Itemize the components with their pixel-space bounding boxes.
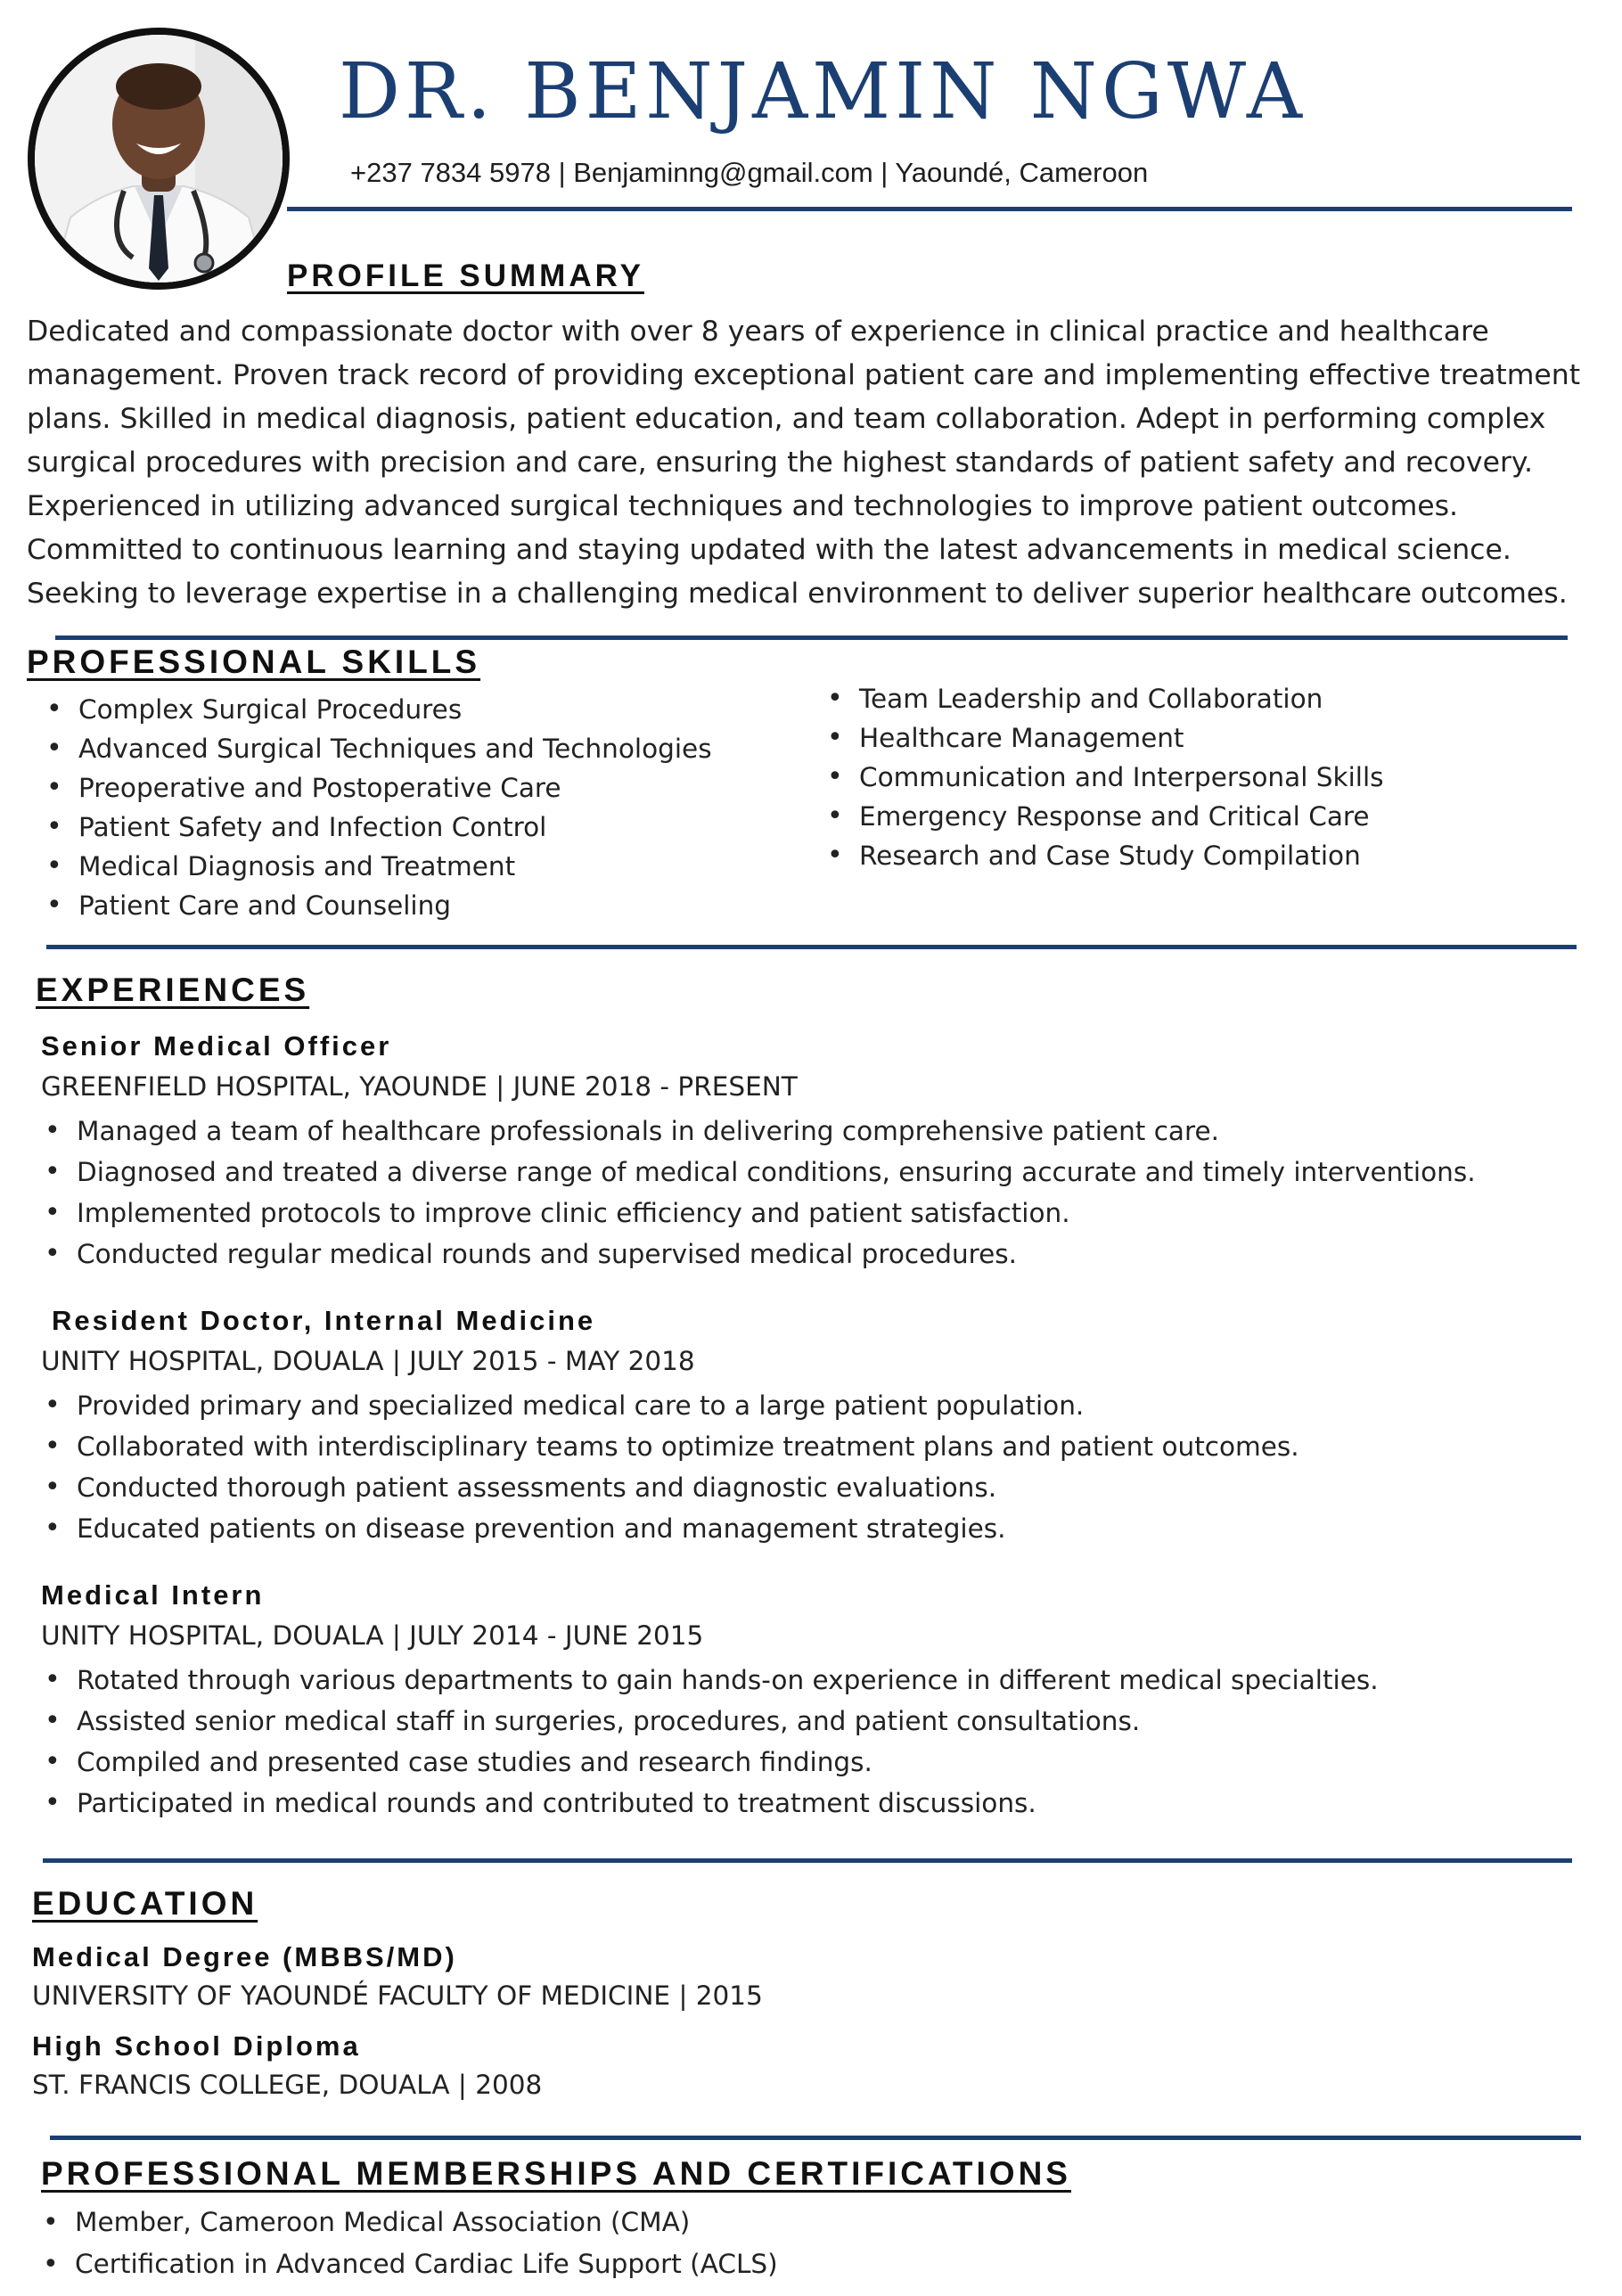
header-divider [287, 207, 1572, 211]
job-bullet: • Conducted regular medical rounds and supervised medical procedures. [25, 1234, 1476, 1275]
skill-item: • Complex Surgical Procedures [27, 690, 712, 729]
candidate-name: DR. BENJAMIN NGWA [339, 47, 1307, 136]
memberships-heading: PROFESSIONAL MEMBERSHIPS AND CERTIFICATIONS [41, 2155, 1071, 2192]
skill-item: • Research and Case Study Compilation [807, 836, 1384, 875]
job-bullet: • Managed a team of healthcare professionals in delivering comprehensive patient care. [25, 1111, 1476, 1152]
membership-item: • Member, Cameroon Medical Association (CMA) [23, 2202, 778, 2243]
skills-divider [46, 945, 1577, 949]
job-title: Resident Doctor, Internal Medicine [52, 1305, 596, 1336]
job-meta: UNITY HOSPITAL, DOUALA | JULY 2015 - MAY 2018 [41, 1346, 695, 1376]
job-meta: UNITY HOSPITAL, DOUALA | JULY 2014 - JUNE 2015 [41, 1620, 704, 1651]
job-bullets [25, 1660, 1379, 1824]
degree-school: UNIVERSITY OF YAOUNDÉ FACULTY OF MEDICINE | 2015 [32, 1980, 763, 2011]
job-bullet: • Compiled and presented case studies and research findings. [25, 1742, 1379, 1783]
job-bullets [25, 1385, 1299, 1549]
skill-item: • Communication and Interpersonal Skills [807, 758, 1384, 797]
profile-summary-heading: PROFILE SUMMARY [287, 258, 644, 293]
degree-title: Medical Degree (MBBS/MD) [32, 1941, 457, 1972]
job-bullet: • Collaborated with interdisciplinary teams to optimize treatment plans and patient outcomes. [25, 1426, 1299, 1467]
job-title: Medical Intern [41, 1579, 265, 1611]
education-divider [50, 2136, 1581, 2140]
education-heading: EDUCATION [32, 1885, 258, 1922]
skill-item: • Healthcare Management [807, 718, 1384, 758]
job-bullet: • Diagnosed and treated a diverse range of medical conditions, ensuring accurate and timely interventions. [25, 1152, 1476, 1193]
membership-item: • Certification in Advanced Cardiac Life Support (ACLS) [23, 2243, 778, 2285]
experiences-heading: EXPERIENCES [36, 972, 310, 1008]
skill-item: • Patient Care and Counseling [27, 886, 712, 925]
job-bullets [25, 1111, 1476, 1275]
profile-summary-text: Dedicated and compassionate doctor with over 8 years of experience in clinical practice and healthcare management. Proven track record of providing exceptional patient care and implementing effective treatment plans. Skilled in medical diagnosis, patient education, and team collaboration. Adept in performing complex surgical procedures with precision and care, ensuring the highest standards of patient safety and recovery. Experienced in utilizing advanced surgical techniques and technologies to improve patient outcomes. Committed to continuous learning and staying updated with the latest advancements in medical science. Seeking to leverage expertise in a challenging medical environment to deliver superior healthcare outcomes. [27, 316, 1581, 610]
skill-item: • Preoperative and Postoperative Care [27, 768, 712, 808]
profile-photo [28, 28, 290, 290]
job-title: Senior Medical Officer [41, 1030, 392, 1062]
job-meta: GREENFIELD HOSPITAL, YAOUNDE | JUNE 2018 - PRESENT [41, 1071, 798, 1102]
experiences-divider [43, 1858, 1572, 1863]
skills-list-left [27, 690, 712, 925]
skill-item: • Patient Safety and Infection Control [27, 808, 712, 847]
skill-item: • Advanced Surgical Techniques and Technologies [27, 729, 712, 768]
doctor-portrait-icon [35, 35, 283, 283]
skill-item: • Emergency Response and Critical Care [807, 797, 1384, 836]
job-bullet: • Participated in medical rounds and contributed to treatment discussions. [25, 1783, 1379, 1824]
skill-item: • Team Leadership and Collaboration [807, 679, 1384, 718]
job-bullet: • Assisted senior medical staff in surgeries, procedures, and patient consultations. [25, 1701, 1379, 1742]
job-bullet: • Conducted thorough patient assessments and diagnostic evaluations. [25, 1467, 1299, 1508]
memberships-list [23, 2202, 778, 2285]
summary-divider [55, 636, 1568, 640]
skills-heading: PROFESSIONAL SKILLS [27, 644, 481, 680]
job-bullet: • Rotated through various departments to gain hands-on experience in different medical specialties. [25, 1660, 1379, 1701]
skill-item: • Medical Diagnosis and Treatment [27, 847, 712, 886]
job-bullet: • Educated patients on disease prevention and management strategies. [25, 1508, 1299, 1549]
degree-title: High School Diploma [32, 2030, 361, 2062]
degree-school: ST. FRANCIS COLLEGE, DOUALA | 2008 [32, 2070, 543, 2100]
job-bullet: • Provided primary and specialized medical care to a large patient population. [25, 1385, 1299, 1426]
contact-info: +237 7834 5978 | Benjaminng@gmail.com | Yaoundé, Cameroon [350, 157, 1149, 188]
job-bullet: • Implemented protocols to improve clinic efficiency and patient satisfaction. [25, 1193, 1476, 1234]
skills-list-right [807, 679, 1384, 875]
